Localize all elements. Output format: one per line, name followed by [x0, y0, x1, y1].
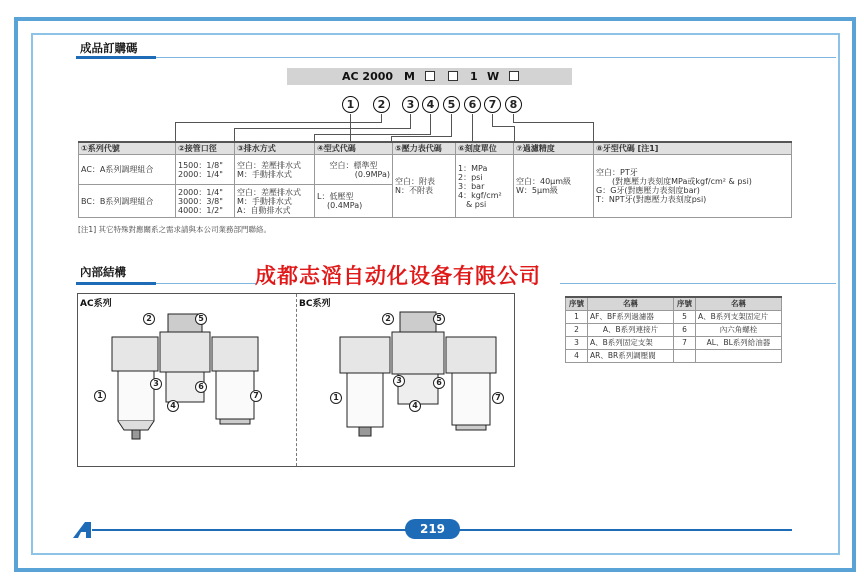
series-a: AC：A系列調理組合: [79, 155, 176, 185]
structure-title: 內部結構: [80, 265, 126, 279]
type-a: 空白：標準型 (0.9MPa): [315, 155, 393, 185]
col-series: ①系列代號: [79, 142, 176, 155]
leader-6: [472, 114, 473, 141]
leader-7v: [514, 126, 515, 141]
table-row: 3 A、B系列固定支架 7 AL、BL系列給油器: [566, 337, 782, 350]
ac-part-3: 3: [150, 378, 162, 390]
port-a: 1500：1/8" 2000：1/4": [176, 155, 235, 185]
circle-8: 8: [505, 96, 522, 113]
circle-6: 6: [464, 96, 481, 113]
table-row: 2 A、B系列連接片 6 內六角螺栓: [566, 324, 782, 337]
gauge-cell: 空白：附表 N：不附表: [393, 155, 456, 218]
leader-7: [492, 114, 493, 126]
port-b: 2000：1/4" 3000：3/8" 4000：1/2": [176, 185, 235, 218]
bc-part-6: 6: [433, 377, 445, 389]
leader-5: [451, 114, 452, 136]
ac-part-2: 2: [143, 313, 155, 325]
circle-2: 2: [373, 96, 390, 113]
code-box-6: [448, 71, 458, 81]
col-thread: ⑧牙型代碼 [注1]: [594, 142, 792, 155]
leader-2: [381, 114, 382, 122]
col-drain: ③排水方式: [235, 142, 315, 155]
ac-part-1: 1: [94, 390, 106, 402]
parts-header-row: [566, 297, 782, 311]
bc-part-2: 2: [382, 313, 394, 325]
leader-5h: [391, 136, 452, 137]
circle-4: 4: [422, 96, 439, 113]
parts-table: [565, 296, 782, 363]
leader-7h: [492, 126, 514, 127]
code-box-5: [425, 71, 435, 81]
circle-1: 1: [342, 96, 359, 113]
code-m: M: [404, 70, 415, 83]
circle-7: 7: [484, 96, 501, 113]
code-one: 1: [470, 70, 478, 83]
parts-col-name2: 名稱: [696, 297, 782, 311]
table-row: [79, 155, 792, 185]
ac-part-4: 4: [167, 400, 179, 412]
drain-b: 空白：差壓排水式 M：手動排水式 A：自動排水式: [235, 185, 315, 218]
leader-3v: [234, 128, 235, 141]
circle-5: 5: [443, 96, 460, 113]
drain-a: 空白：差壓排水式 M：手動排水式: [235, 155, 315, 185]
bc-part-4: 4: [409, 400, 421, 412]
col-port: ②接管口徑: [176, 142, 235, 155]
ac-part-6: 6: [195, 381, 207, 393]
section-rule: [560, 283, 836, 284]
ac-series-label: AC系列: [80, 299, 112, 309]
spec-header-row: [79, 142, 792, 155]
unit-cell: 1：MPa 2：psi 3：bar 4：kgf/cm² & psi: [456, 155, 514, 218]
filter-cell: 空白：40μm級 W：5μm級: [514, 155, 594, 218]
code-box-8: [509, 71, 519, 81]
series-b: BC：B系列調理組合: [79, 185, 176, 218]
leader-3h: [234, 128, 411, 129]
table-row: 1 AF、BF系列過濾器 5 A、B系列支架固定片: [566, 311, 782, 324]
section-bar: [76, 56, 156, 59]
col-unit: ⑥刻度單位: [456, 142, 514, 155]
circle-3: 3: [402, 96, 419, 113]
bc-part-5: 5: [433, 313, 445, 325]
table-row: 4 AR、BR系列調壓閥: [566, 350, 782, 363]
leader-4: [430, 114, 431, 134]
leader-4v: [314, 134, 315, 141]
thread-cell: 空白：PT牙 (對應壓力表刻度MPa或kgf/cm² & psi) G：G牙(對應壓力表刻度bar) T：NPT牙(對應壓力表刻度psi): [594, 155, 792, 218]
leader-8: [513, 114, 514, 122]
ac-part-5: 5: [195, 313, 207, 325]
spec-table: [78, 141, 792, 218]
col-type: ④型式代碼: [315, 142, 393, 155]
section-bar: [76, 282, 156, 285]
order-code-title: 成品訂購碼: [80, 41, 138, 55]
code-w: W: [487, 70, 500, 83]
leader-3: [410, 114, 411, 128]
parts-col-name: 名稱: [588, 297, 674, 311]
parts-col-no2: 序號: [674, 297, 696, 311]
col-gauge: ⑤壓力表代碼: [393, 142, 456, 155]
leader-4h: [314, 134, 431, 135]
code-model: AC 2000: [342, 70, 394, 83]
section-rule: [76, 57, 836, 58]
leader-2h: [175, 122, 382, 123]
bc-part-7: 7: [492, 392, 504, 404]
leader-8h: [513, 122, 593, 123]
bc-series-label: BC系列: [299, 299, 331, 309]
bc-part-1: 1: [330, 392, 342, 404]
parts-col-no: 序號: [566, 297, 588, 311]
page-number: 219: [405, 519, 460, 539]
footnote: [注1] 其它特殊對應關系之需求請與本公司業務部門聯絡。: [78, 225, 272, 234]
col-filter: ⑦過濾精度: [514, 142, 594, 155]
company-name: 成都志滔自动化设备有限公司: [255, 264, 541, 288]
type-b: L：低壓型 (0.4MPa): [315, 185, 393, 218]
leader-2v: [175, 122, 176, 141]
ac-part-7: 7: [250, 390, 262, 402]
leader-8v: [593, 122, 594, 141]
bc-part-3: 3: [393, 375, 405, 387]
